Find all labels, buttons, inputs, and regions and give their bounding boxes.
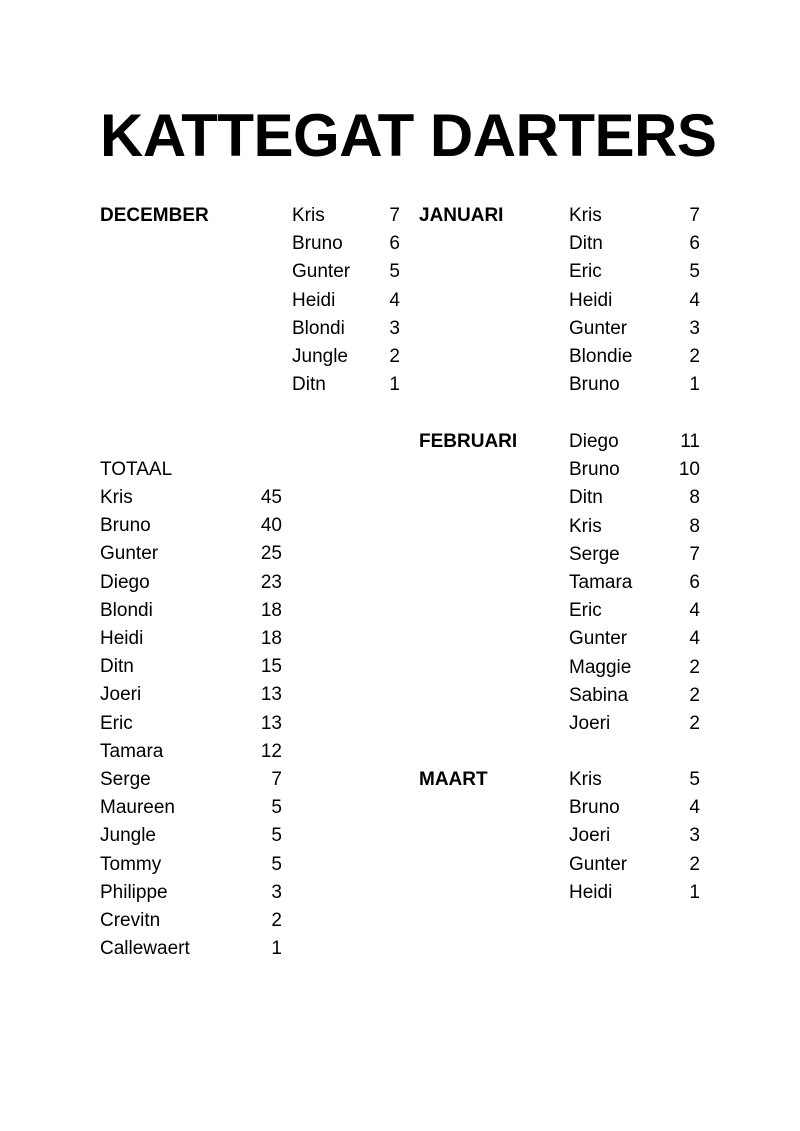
totaal-player-score: 23 <box>260 571 282 593</box>
months-2-player-score: 4 <box>689 600 700 622</box>
months-2-player-score: 2 <box>689 713 700 734</box>
totaal-player-score: 25 <box>260 543 282 565</box>
months-3-player-score: 2 <box>689 853 700 875</box>
months-2-player-score: 6 <box>689 572 700 593</box>
months-1-player-score: 1 <box>689 374 700 396</box>
totaal-player-score: 5 <box>271 797 282 819</box>
totaal-player-score: 18 <box>260 628 282 649</box>
months-0-player-name: Gunter <box>292 261 351 283</box>
totaal-player-name: Bruno <box>100 515 151 537</box>
months-3-player-score: 1 <box>689 881 700 903</box>
months-1-player-score: 6 <box>689 233 700 255</box>
totaal-player-name: Maureen <box>100 797 175 819</box>
months-2-player-name: Tamara <box>569 572 633 593</box>
totaal-player-name: Diego <box>100 571 150 593</box>
months-0-player-name: Jungle <box>292 346 348 367</box>
months-1-player-name: Gunter <box>569 317 628 339</box>
months-2-player-score: 11 <box>680 431 700 452</box>
months-1-player-name: Eric <box>569 261 602 283</box>
totaal-player-name: Gunter <box>100 543 159 565</box>
page-title: KATTEGAT DARTERS <box>100 102 717 169</box>
month-header-februari: FEBRUARI <box>419 431 518 452</box>
totaal-player-name: Heidi <box>100 628 144 649</box>
months-2-player-score: 8 <box>689 487 700 509</box>
months-2-player-name: Bruno <box>569 459 620 481</box>
totaal-player-score: 40 <box>260 515 282 537</box>
months-3-player-score: 5 <box>689 769 700 790</box>
months-2-player-name: Ditn <box>569 487 603 509</box>
months-2-player-name: Kris <box>569 515 602 537</box>
totaal-player-score: 13 <box>260 712 282 734</box>
month-header-januari: JANUARI <box>419 205 504 226</box>
months-0-player-score: 7 <box>389 205 400 226</box>
months-0-player-score: 1 <box>389 374 400 396</box>
totaal-player-score: 3 <box>271 881 282 903</box>
months-0-player-score: 3 <box>389 317 400 339</box>
month-header-december: DECEMBER <box>100 205 209 226</box>
months-3-player-name: Gunter <box>569 853 628 875</box>
months-2-player-name: Maggie <box>569 656 632 678</box>
totaal-player-score: 18 <box>260 599 282 621</box>
months-2-player-score: 8 <box>689 515 700 537</box>
months-0-player-score: 4 <box>389 289 400 311</box>
months-1-player-name: Ditn <box>569 233 603 255</box>
totaal-player-name: Kris <box>100 487 133 508</box>
totaal-player-name: Eric <box>100 712 133 734</box>
months-2-player-name: Serge <box>569 543 620 565</box>
months-1-player-score: 2 <box>689 346 700 367</box>
totaal-player-score: 45 <box>260 487 282 508</box>
totaal-player-score: 15 <box>260 656 282 678</box>
months-0-player-score: 6 <box>389 233 400 255</box>
months-3-player-name: Joeri <box>569 825 611 847</box>
months-0-player-score: 2 <box>389 346 400 367</box>
months-0-player-name: Kris <box>292 205 325 226</box>
totaal-player-score: 12 <box>260 740 282 762</box>
totaal-player-name: Tamara <box>100 740 164 762</box>
totaal-player-score: 2 <box>271 910 282 931</box>
totaal-player-name: Callewaert <box>100 938 190 960</box>
months-1-player-score: 3 <box>689 317 700 339</box>
months-2-player-name: Diego <box>569 431 619 452</box>
totaal-player-name: Joeri <box>100 684 142 706</box>
months-2-player-score: 2 <box>689 684 700 706</box>
totaal-player-name: Ditn <box>100 656 134 678</box>
totaal-player-score: 5 <box>271 853 282 875</box>
months-1-player-name: Heidi <box>569 289 613 311</box>
months-2-player-score: 10 <box>678 459 700 481</box>
totaal-player-score: 5 <box>271 825 282 847</box>
months-3-player-name: Heidi <box>569 881 613 903</box>
months-2-player-score: 4 <box>689 628 700 650</box>
months-0-player-name: Bruno <box>292 233 343 255</box>
totaal-player-name: Blondi <box>100 599 153 621</box>
months-2-player-name: Eric <box>569 600 602 622</box>
months-2-player-name: Sabina <box>569 684 629 706</box>
months-3-player-score: 4 <box>689 797 700 819</box>
totaal-player-score: 13 <box>260 684 282 706</box>
months-1-player-name: Bruno <box>569 374 620 396</box>
totaal-player-name: Philippe <box>100 881 168 903</box>
totaal-header: TOTAAL <box>100 459 173 480</box>
months-0-player-name: Blondi <box>292 317 345 339</box>
months-3-player-score: 3 <box>689 825 700 847</box>
totaal-player-score: 1 <box>271 938 282 960</box>
months-3-player-name: Bruno <box>569 797 620 819</box>
months-0-player-name: Ditn <box>292 374 326 396</box>
totaal-player-name: Crevitn <box>100 910 161 931</box>
months-1-player-score: 4 <box>689 289 700 311</box>
month-header-maart: MAART <box>419 769 488 790</box>
totaal-player-name: Serge <box>100 769 151 790</box>
months-2-player-score: 2 <box>689 656 700 678</box>
totaal-player-name: Tommy <box>100 853 162 875</box>
months-1-player-name: Kris <box>569 205 602 226</box>
totaal-player-score: 7 <box>271 769 282 790</box>
months-1-player-score: 5 <box>689 261 700 283</box>
months-1-player-name: Blondie <box>569 346 633 367</box>
months-2-player-score: 7 <box>689 543 700 565</box>
months-0-player-name: Heidi <box>292 289 336 311</box>
months-2-player-name: Gunter <box>569 628 628 650</box>
months-2-player-name: Joeri <box>569 713 611 734</box>
months-0-player-score: 5 <box>389 261 400 283</box>
totaal-player-name: Jungle <box>100 825 156 847</box>
months-1-player-score: 7 <box>689 205 700 226</box>
months-3-player-name: Kris <box>569 769 602 790</box>
